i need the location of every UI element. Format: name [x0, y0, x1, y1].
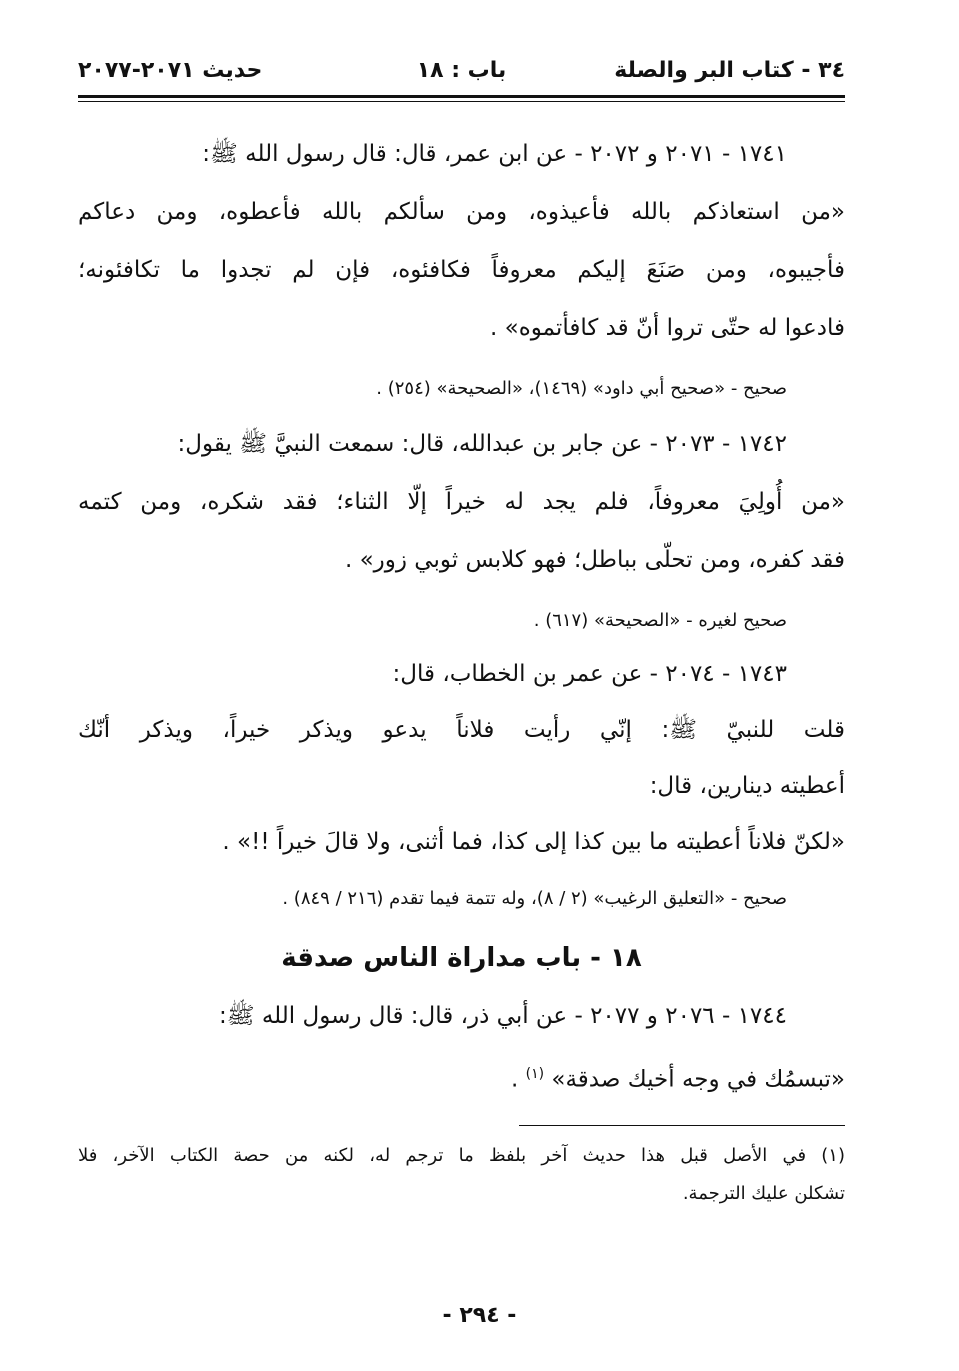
hadith-1743-intro: ١٧٤٣ - ٢٠٧٤ - عن عمر بن الخطاب، قال:: [392, 661, 787, 687]
hadith-1741-text-1: «من استعاذكم بالله فأعيذوه، ومن سألكم بالله فأعطوه، ومن دعاكم: [78, 199, 845, 225]
hadith-1743-grade: صحيح - «التعليق الرغيب» (٢ / ٨)، وله تتمة فيما تقدم (٢١٦ / ٨٤٩) .: [282, 888, 787, 909]
hadith-1741-grade: صحيح - «صحيح أبي داود» (١٤٦٩)، «الصحيحة» (٢٥٤) .: [376, 378, 787, 399]
hadith-1742-text-1: «من أُولِيَ معروفاً، فلم يجد له خيراً إلّا الثناء؛ فقد شكره، ومن كتمه: [78, 489, 845, 515]
hadith-1741-text-2: فأجيبوه، ومن صَنَعَ إليكم معروفاً فكافئوه، فإن لم تجدوا ما تكافئونه؛: [78, 257, 845, 283]
footnote-marker[interactable]: (١): [525, 1066, 545, 1082]
page-number: - ٢٩٤ -: [442, 1303, 517, 1328]
page-header: [78, 52, 845, 92]
chapter-label: باب : ١٨: [416, 58, 507, 83]
hadith-1743-text-1: قلت للنبيّ ﷺ: إنّي رأيت فلاناً يدعو ويذكر خيراً، ويذكر أنّك: [78, 717, 845, 743]
book-title: ٣٤ - كتاب البر والصلة: [614, 58, 845, 83]
hadith-1741-intro: ١٧٤١ - ٢٠٧١ و ٢٠٧٢ - عن ابن عمر، قال: قال رسول الله ﷺ:: [202, 141, 787, 167]
hadith-1743-text-3: «لكنّ فلاناً أعطيته ما بين كذا إلى كذا، فما أثنى، ولا قالَ خيراً !!» .: [222, 829, 845, 855]
hadith-1744-text-line: [78, 1056, 845, 1098]
hadith-1744-period: .: [510, 1066, 519, 1093]
header-rule-thick: [78, 95, 845, 98]
section-title: ١٨ - باب مداراة الناس صدقة: [281, 943, 642, 973]
footnote-line-2: تشكلن عليك الترجمة.: [682, 1183, 845, 1204]
hadith-1742-text-2: فقد كفره، ومن تحلّى بباطل؛ فهو كلابس ثوبي زور» .: [344, 547, 845, 573]
hadith-1741-text-3: فادعوا له حتّى تروا أنّ قد كافأتموه» .: [490, 315, 845, 341]
header-rule-thin: [78, 101, 845, 102]
footnote-rule: [519, 1125, 845, 1126]
footnote-line-1: (١) في الأصل قبل هذا حديث آخر بلفظ ما ترجم له، لكنه من حصة الكتاب الآخر، فلا: [78, 1145, 845, 1166]
hadith-1744-text-1: «تبسمُك في وجه أخيك صدقة»: [551, 1066, 845, 1093]
hadith-1742-intro: ١٧٤٢ - ٢٠٧٣ - عن جابر بن عبدالله، قال: سمعت النبيَّ ﷺ يقول:: [177, 431, 787, 457]
hadith-1742-grade: صحيح لغيره - «الصحيحة» (٦١٧) .: [533, 610, 787, 631]
hadith-1743-text-2: أعطيته دينارين، قال:: [649, 773, 845, 799]
hadith-range: حديث ٢٠٧١-٢٠٧٧: [78, 58, 263, 83]
hadith-1744-intro: ١٧٤٤ - ٢٠٧٦ و ٢٠٧٧ - عن أبي ذر، قال: قال رسول الله ﷺ:: [218, 1003, 787, 1029]
